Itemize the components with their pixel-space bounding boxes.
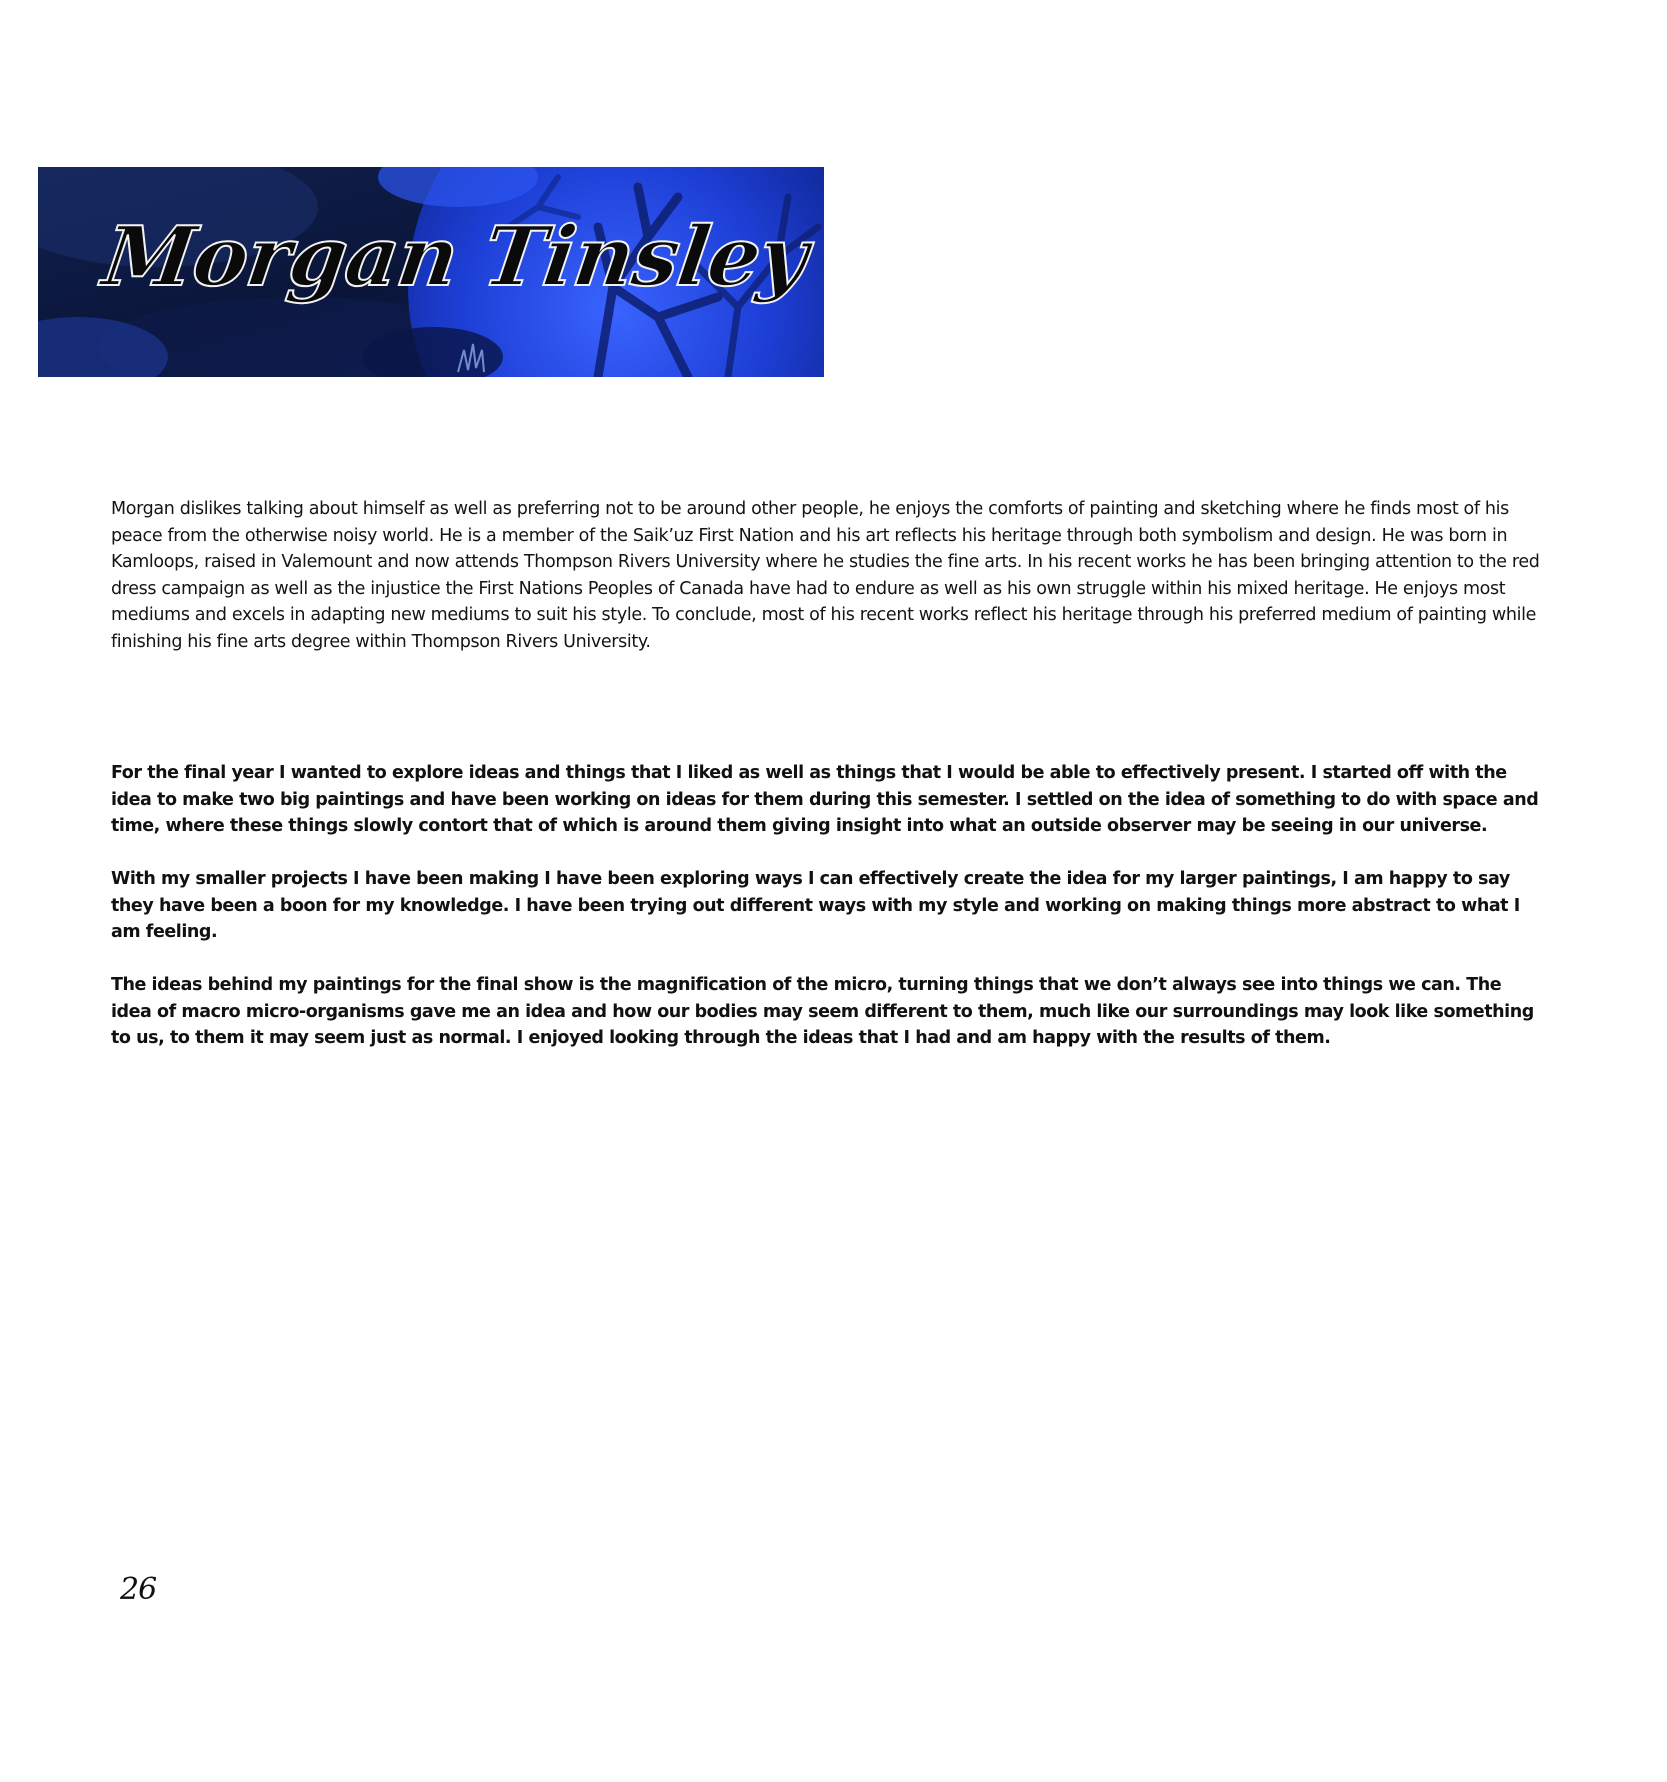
statement-paragraph-3: The ideas behind my paintings for the final show is the magnification of the micro, turning things that we don’t always see into things we can. The idea of macro micro-organisms gave me an idea and how our bodies may seem different to them, much like our surroundings may look like something to us, to them it may seem just as normal. I enjoyed looking through the ideas that I had and am happy with the results of them. [111, 975, 1534, 1048]
artist-bio: Morgan dislikes talking about himself as well as preferring not to be around other people, he enjoys the comforts of painting and sketching where he finds most of his peace from the otherwise noisy world. He is a member of the Saik’uz First Nation and his art reflects his heritage through both symbolism and design. He was born in Kamloops, raised in Valemount and now attends Thompson Rivers University where he studies the fine arts. In his recent works he has been bringing attention to the red dress campaign as well as the injustice the First Nations Peoples of Canada have had to endure as well as his own struggle within his mixed heritage. He enjoys most mediums and excels in adapting new mediums to suit his style. To conclude, most of his recent works reflect his heritage through his preferred medium of painting while finishing his fine arts degree within Thompson Rivers University. [111, 499, 1540, 652]
artist-statement [111, 760, 1545, 1078]
statement-paragraph-1: For the final year I wanted to explore ideas and things that I liked as well as things that I would be able to effectively present. I started off with the idea to make two big paintings and have been working on ideas for them during this semester. I settled on the idea of something to do with space and time, where these things slowly contort that of which is around them giving insight into what an outside observer may be seeing in our universe. [111, 763, 1539, 836]
artist-name-title: Morgan Tinsley [97, 209, 813, 305]
statement-paragraph-2: With my smaller projects I have been making I have been exploring ways I can effectively create the idea for my larger paintings, I am happy to say they have been a boon for my knowledge. I have been trying out different ways with my style and working on making things more abstract to what I am feeling. [111, 869, 1520, 942]
title-banner [38, 167, 824, 377]
page-number: 26 [120, 1572, 157, 1607]
